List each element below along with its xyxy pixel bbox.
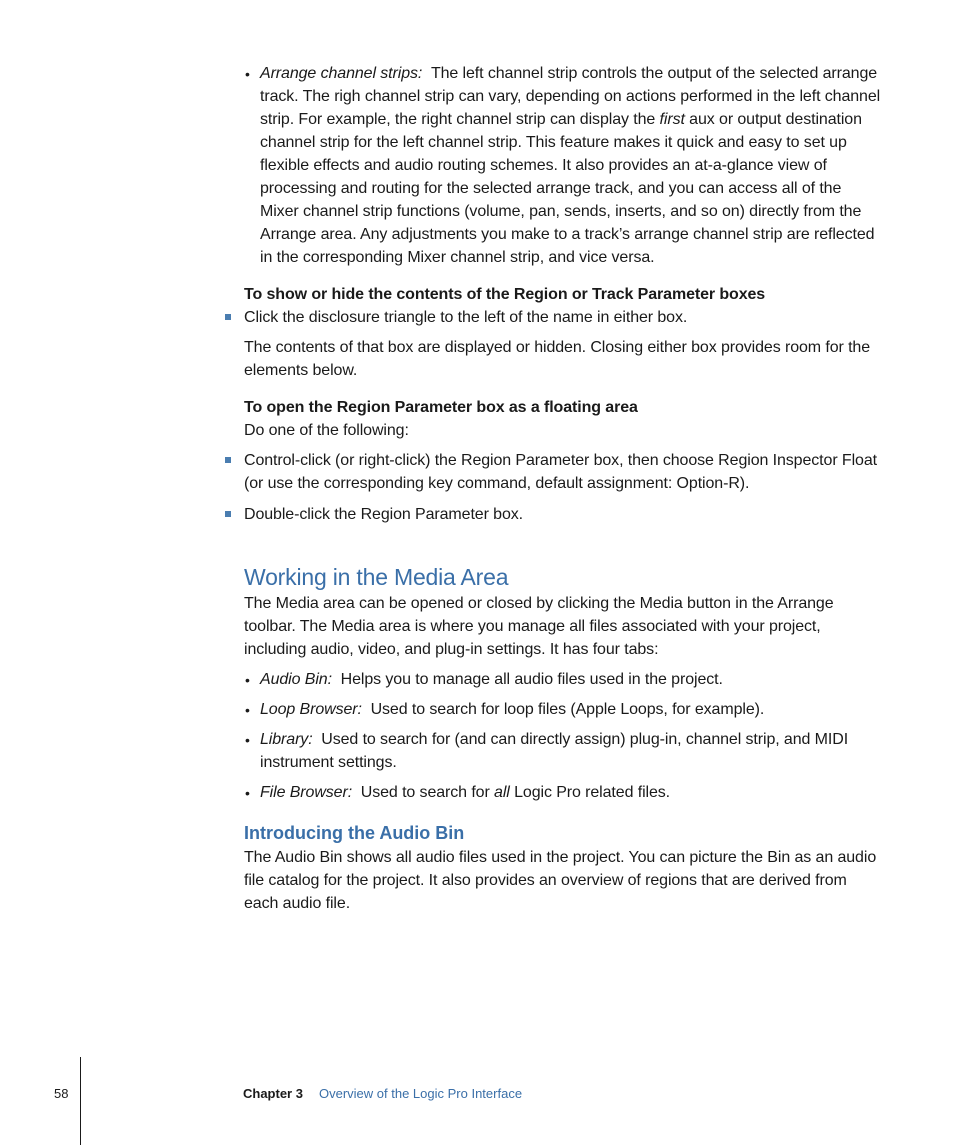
emphasis-first: first bbox=[659, 111, 685, 128]
bullet-lead: Loop Browser: bbox=[260, 701, 362, 718]
task-heading-floating-area: To open the Region Parameter box as a floating area bbox=[244, 399, 638, 416]
bullet-text-part: The left channel strip controls the output of the selected arrange track. The righ channel strip can vary, depending on actions performed in the left channel strip. For example, the right channel strip can display the bbox=[260, 65, 881, 128]
bullet-lead: Library: bbox=[260, 731, 313, 748]
bullet-text-part: aux or output destination channel strip for the left channel strip. This feature makes it quick and easy to set up flexible effects and audio routing schemes. It also provides an at-a-glance view of processing and routing for the selected arrange track, and you can access all of the Mixer channel strip functions (volume, pan, sends, inserts, and so on) directly from the Arrange area. Any adjustments you make to a track’s arrange channel strip are reflected in the corresponding Mixer channel strip, and vice versa. bbox=[260, 111, 875, 266]
bullet-text-part: Used to search for bbox=[360, 784, 495, 801]
step-square-marker bbox=[225, 314, 231, 320]
bullet-text-part: Helps you to manage all audio files used in the project. bbox=[340, 671, 723, 688]
section-paragraph: The Media area can be opened or closed by clicking the Media button in the Arrange toolbar. The Media area is where you manage all files associated with your project, including audio, video, and plug-in settings. It has four tabs: bbox=[244, 595, 834, 658]
bullet-arrange-channel-strips bbox=[260, 62, 884, 269]
bullet-marker: • bbox=[245, 66, 250, 82]
bullet-lead: Arrange channel strips: bbox=[260, 65, 423, 82]
subsection-heading-audio-bin: Introducing the Audio Bin bbox=[244, 823, 465, 843]
footer-divider bbox=[80, 1057, 81, 1145]
task-step-disclosure: Click the disclosure triangle to the left of the name in either box. bbox=[244, 309, 688, 326]
bullet-text-part: Used to search for (and can directly assign) plug-in, channel strip, and MIDI instrument settings. bbox=[260, 731, 849, 771]
bullet-marker: • bbox=[245, 702, 250, 718]
bullet-lead: Audio Bin: bbox=[260, 671, 332, 688]
bullet-marker: • bbox=[245, 672, 250, 688]
step-square-marker bbox=[225, 511, 231, 517]
bullet-text-part: Used to search for loop files (Apple Loops, for example). bbox=[370, 701, 765, 718]
task-heading-show-hide: To show or hide the contents of the Region or Track Parameter boxes bbox=[244, 286, 766, 303]
bullet-audio-bin bbox=[260, 668, 884, 691]
task-result: The contents of that box are displayed or hidden. Closing either box provides room for the elements below. bbox=[244, 339, 871, 379]
page-number: 58 bbox=[54, 1086, 69, 1101]
bullet-library bbox=[260, 728, 884, 774]
bullet-loop-browser bbox=[260, 698, 884, 721]
bullet-marker: • bbox=[245, 732, 250, 748]
emphasis-all: all bbox=[494, 784, 510, 801]
bullet-text-part: Logic Pro related files. bbox=[509, 784, 671, 801]
footer-chapter-title: Overview of the Logic Pro Interface bbox=[319, 1086, 523, 1101]
bullet-marker: • bbox=[245, 785, 250, 801]
task-intro: Do one of the following: bbox=[244, 422, 409, 439]
subsection-paragraph: The Audio Bin shows all audio files used in the project. You can picture the Bin as an audio file catalog for the project. It also provides an overview of regions that are derived from each audio file. bbox=[244, 849, 877, 912]
bullet-lead: File Browser: bbox=[260, 784, 353, 801]
task-step-control-click: Control-click (or right-click) the Region Parameter box, then choose Region Inspector Float (or use the corresponding key command, default assignment: Option-R). bbox=[244, 452, 877, 492]
footer-chapter-label: Chapter 3 bbox=[243, 1086, 303, 1101]
bullet-file-browser bbox=[260, 781, 884, 804]
step-square-marker bbox=[225, 457, 231, 463]
section-heading-media-area: Working in the Media Area bbox=[244, 564, 509, 590]
task-step-double-click: Double-click the Region Parameter box. bbox=[244, 506, 524, 523]
